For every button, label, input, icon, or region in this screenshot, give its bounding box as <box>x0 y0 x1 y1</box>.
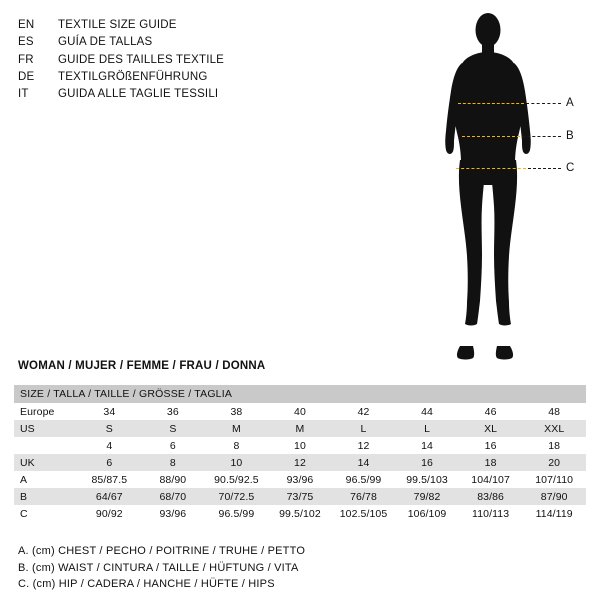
cell-europe-2: 38 <box>205 403 269 420</box>
cell-usnum-4: 12 <box>332 437 396 454</box>
cell-uk-3: 12 <box>268 454 332 471</box>
cell-uk-7: 20 <box>522 454 586 471</box>
measure-label-b: B <box>566 130 574 142</box>
female-body-figure <box>400 8 590 373</box>
section-title-woman: WOMAN / MUJER / FEMME / FRAU / DONNA <box>18 360 266 372</box>
cell-us-2: M <box>205 420 269 437</box>
legend-text-es: GUÍA DE TALLAS <box>58 36 153 49</box>
cell-a-7: 107/110 <box>522 471 586 488</box>
cell-europe-6: 46 <box>459 403 523 420</box>
measure-leader-waist <box>522 136 561 137</box>
cell-a-4: 96.5/99 <box>332 471 396 488</box>
cell-c-4: 102.5/105 <box>332 505 396 522</box>
measure-line-chest <box>458 103 524 104</box>
cell-europe-7: 48 <box>522 403 586 420</box>
cell-b-0: 64/67 <box>78 488 142 505</box>
cell-b-7: 87/90 <box>522 488 586 505</box>
table-row-a <box>14 471 586 488</box>
cell-usnum-1: 6 <box>141 437 205 454</box>
cell-us-3: M <box>268 420 332 437</box>
measure-leader-chest <box>526 103 561 104</box>
cell-uk-2: 10 <box>205 454 269 471</box>
cell-a-6: 104/107 <box>459 471 523 488</box>
legend-row-it <box>18 86 224 103</box>
row-label-us-numeric <box>14 437 78 454</box>
table-header-row <box>14 385 586 403</box>
measurement-notes <box>18 543 305 593</box>
legend-row-de <box>18 69 224 86</box>
table-row-europe <box>14 403 586 420</box>
note-a: A. (cm) CHEST / PECHO / POITRINE / TRUHE / PETTO <box>18 545 306 557</box>
measure-label-c: C <box>566 162 575 174</box>
note-c: C. (cm) HIP / CADERA / HANCHE / HÜFTE / HIPS <box>18 578 275 590</box>
cell-usnum-7: 18 <box>522 437 586 454</box>
legend-row-es <box>18 34 224 51</box>
legend-row-en <box>18 17 224 34</box>
table-row-c <box>14 505 586 522</box>
row-label-a: A <box>14 471 78 488</box>
row-label-b: B <box>14 488 78 505</box>
cell-us-0: S <box>78 420 142 437</box>
row-label-europe: Europe <box>14 403 78 420</box>
cell-us-6: XL <box>459 420 523 437</box>
cell-europe-4: 42 <box>332 403 396 420</box>
size-table-container <box>14 385 586 522</box>
cell-us-4: L <box>332 420 396 437</box>
cell-b-4: 76/78 <box>332 488 396 505</box>
cell-uk-5: 16 <box>395 454 459 471</box>
cell-a-5: 99.5/103 <box>395 471 459 488</box>
cell-a-0: 85/87.5 <box>78 471 142 488</box>
cell-b-1: 68/70 <box>141 488 205 505</box>
cell-c-0: 90/92 <box>78 505 142 522</box>
cell-usnum-0: 4 <box>78 437 142 454</box>
measure-line-hip <box>456 168 526 169</box>
legend-code-it: IT <box>18 88 29 101</box>
cell-b-2: 70/72.5 <box>205 488 269 505</box>
measure-line-waist <box>462 136 520 137</box>
cell-europe-3: 40 <box>268 403 332 420</box>
legend-row-fr <box>18 52 224 69</box>
cell-b-5: 79/82 <box>395 488 459 505</box>
row-label-us: US <box>14 420 78 437</box>
cell-uk-0: 6 <box>78 454 142 471</box>
table-row-uk <box>14 454 586 471</box>
legend-code-de: DE <box>18 70 35 83</box>
cell-usnum-2: 8 <box>205 437 269 454</box>
cell-europe-0: 34 <box>78 403 142 420</box>
legend-text-de: TEXTILGRÖßENFÜHRUNG <box>58 70 208 83</box>
cell-uk-4: 14 <box>332 454 396 471</box>
cell-c-3: 99.5/102 <box>268 505 332 522</box>
cell-a-2: 90.5/92.5 <box>205 471 269 488</box>
cell-c-6: 110/113 <box>459 505 523 522</box>
table-row-us-numeric <box>14 437 586 454</box>
cell-c-1: 93/96 <box>141 505 205 522</box>
cell-us-1: S <box>141 420 205 437</box>
cell-usnum-5: 14 <box>395 437 459 454</box>
cell-c-2: 96.5/99 <box>205 505 269 522</box>
cell-uk-6: 18 <box>459 454 523 471</box>
table-header-label: SIZE / TALLA / TAILLE / GRÖSSE / TAGLIA <box>14 385 586 403</box>
cell-uk-1: 8 <box>141 454 205 471</box>
table-row-us <box>14 420 586 437</box>
legend-text-en: TEXTILE SIZE GUIDE <box>58 19 177 31</box>
legend-code-es: ES <box>18 36 34 49</box>
cell-us-5: L <box>395 420 459 437</box>
female-silhouette-icon <box>400 8 590 373</box>
table-row-b <box>14 488 586 505</box>
cell-b-6: 83/86 <box>459 488 523 505</box>
cell-europe-5: 44 <box>395 403 459 420</box>
cell-usnum-3: 10 <box>268 437 332 454</box>
legend-text-it: GUIDA ALLE TAGLIE TESSILI <box>58 88 219 101</box>
size-table <box>14 385 586 522</box>
measure-label-a: A <box>566 97 574 109</box>
measure-leader-hip <box>528 168 561 169</box>
cell-a-1: 88/90 <box>141 471 205 488</box>
cell-europe-1: 36 <box>141 403 205 420</box>
cell-us-7: XXL <box>522 420 586 437</box>
row-label-uk: UK <box>14 454 78 471</box>
legend-code-en: EN <box>18 19 35 31</box>
cell-usnum-6: 16 <box>459 437 523 454</box>
legend-code-fr: FR <box>18 53 34 66</box>
cell-c-5: 106/109 <box>395 505 459 522</box>
cell-c-7: 114/119 <box>522 505 586 522</box>
cell-a-3: 93/96 <box>268 471 332 488</box>
note-b: B. (cm) WAIST / CINTURA / TAILLE / HÜFTUNG / VITA <box>18 561 299 574</box>
legend-text-fr: GUIDE DES TAILLES TEXTILE <box>58 53 225 66</box>
language-legend <box>18 17 224 103</box>
cell-b-3: 73/75 <box>268 488 332 505</box>
row-label-c: C <box>14 505 78 522</box>
